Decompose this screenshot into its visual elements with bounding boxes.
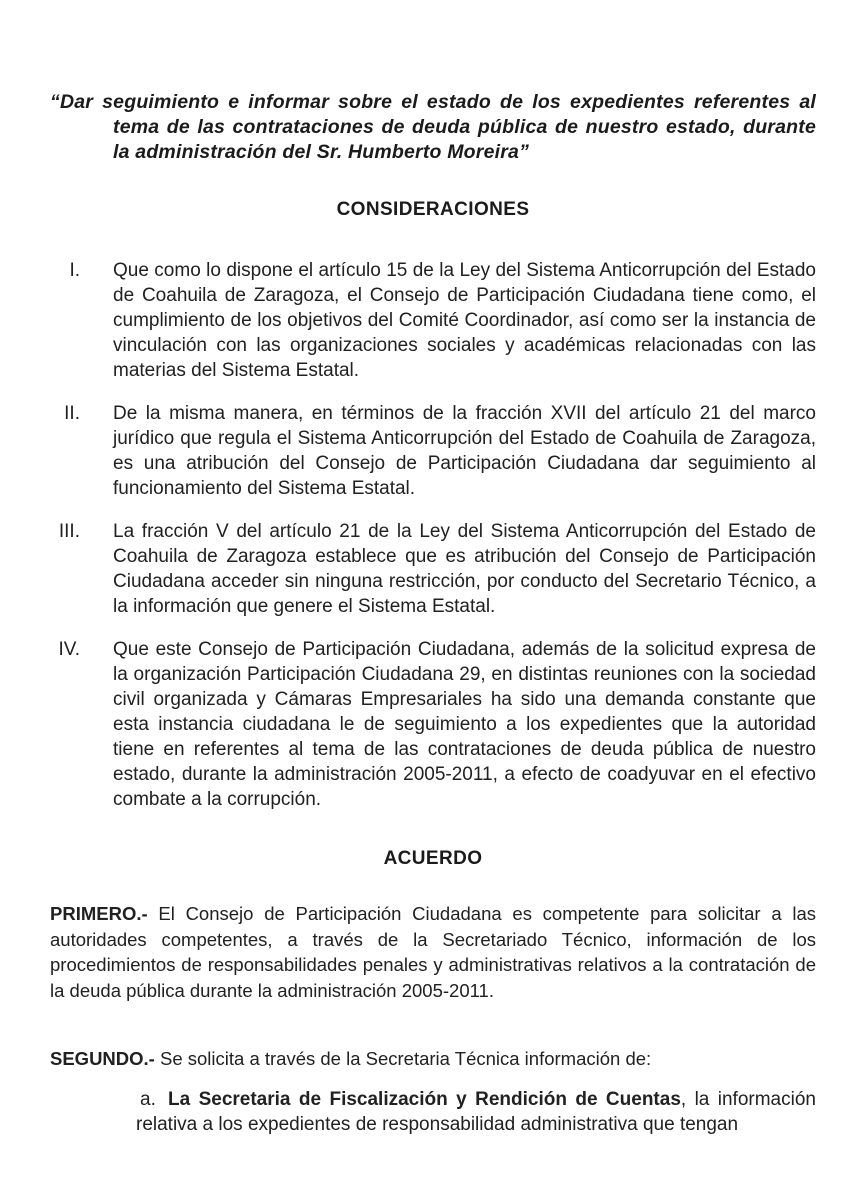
acuerdo-lead-segundo: SEGUNDO.- bbox=[50, 1048, 155, 1069]
sub-item-a-bold-text: La Secretaria de Fiscalización y Rendición de Cuentas bbox=[168, 1088, 681, 1110]
sub-item-a-text: , la información relativa a los expedientes de responsabilidad administrativa que tengan bbox=[136, 1088, 816, 1135]
consideration-text-4: Que este Consejo de Participación Ciudadana, además de la solicitud expresa de la organización Participación Ciudadana 29, en distintas reuniones con la sociedad civil organizada y Cámaras Empresariales ha sido una demanda constante que esta instancia ciudadana le de seguimiento a los expedientes que la autoridad tiene en referentes al tema de las contrataciones de deuda pública de nuestro estado, durante la administración 2005-2011, a efecto de coadyuvar en el efectivo combate a la corrupción. bbox=[113, 639, 816, 810]
consideration-item-3 bbox=[50, 519, 816, 619]
heading-acuerdo: ACUERDO bbox=[383, 848, 483, 869]
consideration-numeral-4: IV. bbox=[58, 639, 80, 660]
consideration-text-3: La fracción V del artículo 21 de la Ley del Sistema Anticorrupción del Estado de Coahuila de Zaragoza establece que es atribución del Consejo de Participación Ciudadana acceder sin ninguna restricción, por conducto del Secretario Técnico, a la información que genere el Sistema Estatal. bbox=[113, 521, 816, 617]
consideration-numeral-2: II. bbox=[64, 403, 80, 424]
consideration-numeral-1: I. bbox=[69, 260, 80, 281]
heading-consideraciones: CONSIDERACIONES bbox=[336, 199, 530, 220]
acuerdo-paragraph-primero bbox=[50, 901, 816, 1003]
acuerdo-text-segundo: Se solicita a través de la Secretaria Técnica información de: bbox=[154, 1048, 652, 1069]
acuerdo-lead-primero: PRIMERO.- bbox=[50, 903, 148, 924]
acuerdo-text-primero: El Consejo de Participación Ciudadana es competente para solicitar a las autoridades competentes, a través de la Secretariado Técnico, información de los procedimientos de responsabilidades penales y administrativas relativos a la contratación de la deuda pública durante la administración 2005-2011. bbox=[50, 903, 816, 1001]
consideration-item-4 bbox=[50, 637, 816, 812]
quote-paragraph: “Dar seguimiento e informar sobre el estado de los expedientes referentes al tema de las contrataciones de deuda pública de nuestro estado, durante la administración del Sr. Humberto Moreira” bbox=[50, 91, 816, 163]
consideration-item-2 bbox=[50, 401, 816, 501]
consideration-item-1 bbox=[50, 258, 816, 383]
consideraciones-list bbox=[50, 258, 816, 812]
acuerdo-paragraph-segundo bbox=[50, 1046, 816, 1072]
consideration-text-2: De la misma manera, en términos de la fracción XVII del artículo 21 del marco jurídico que regula el Sistema Anticorrupción del Estado de Coahuila de Zaragoza, es una atribución del Consejo de Participación Ciudadana dar seguimiento al funcionamiento del Sistema Estatal. bbox=[113, 403, 816, 499]
sub-item-a-marker: a. bbox=[140, 1088, 156, 1110]
consideration-numeral-3: III. bbox=[58, 521, 80, 542]
consideration-text-1: Que como lo dispone el artículo 15 de la Ley del Sistema Anticorrupción del Estado de Coahuila de Zaragoza, el Consejo de Participación Ciudadana tiene como, el cumplimiento de los objetivos del Comité Coordinador, así como ser la instancia de vinculación con las organizaciones sociales y académicas relacionadas con las materias del Sistema Estatal. bbox=[113, 260, 816, 381]
sub-item-a bbox=[136, 1087, 816, 1137]
